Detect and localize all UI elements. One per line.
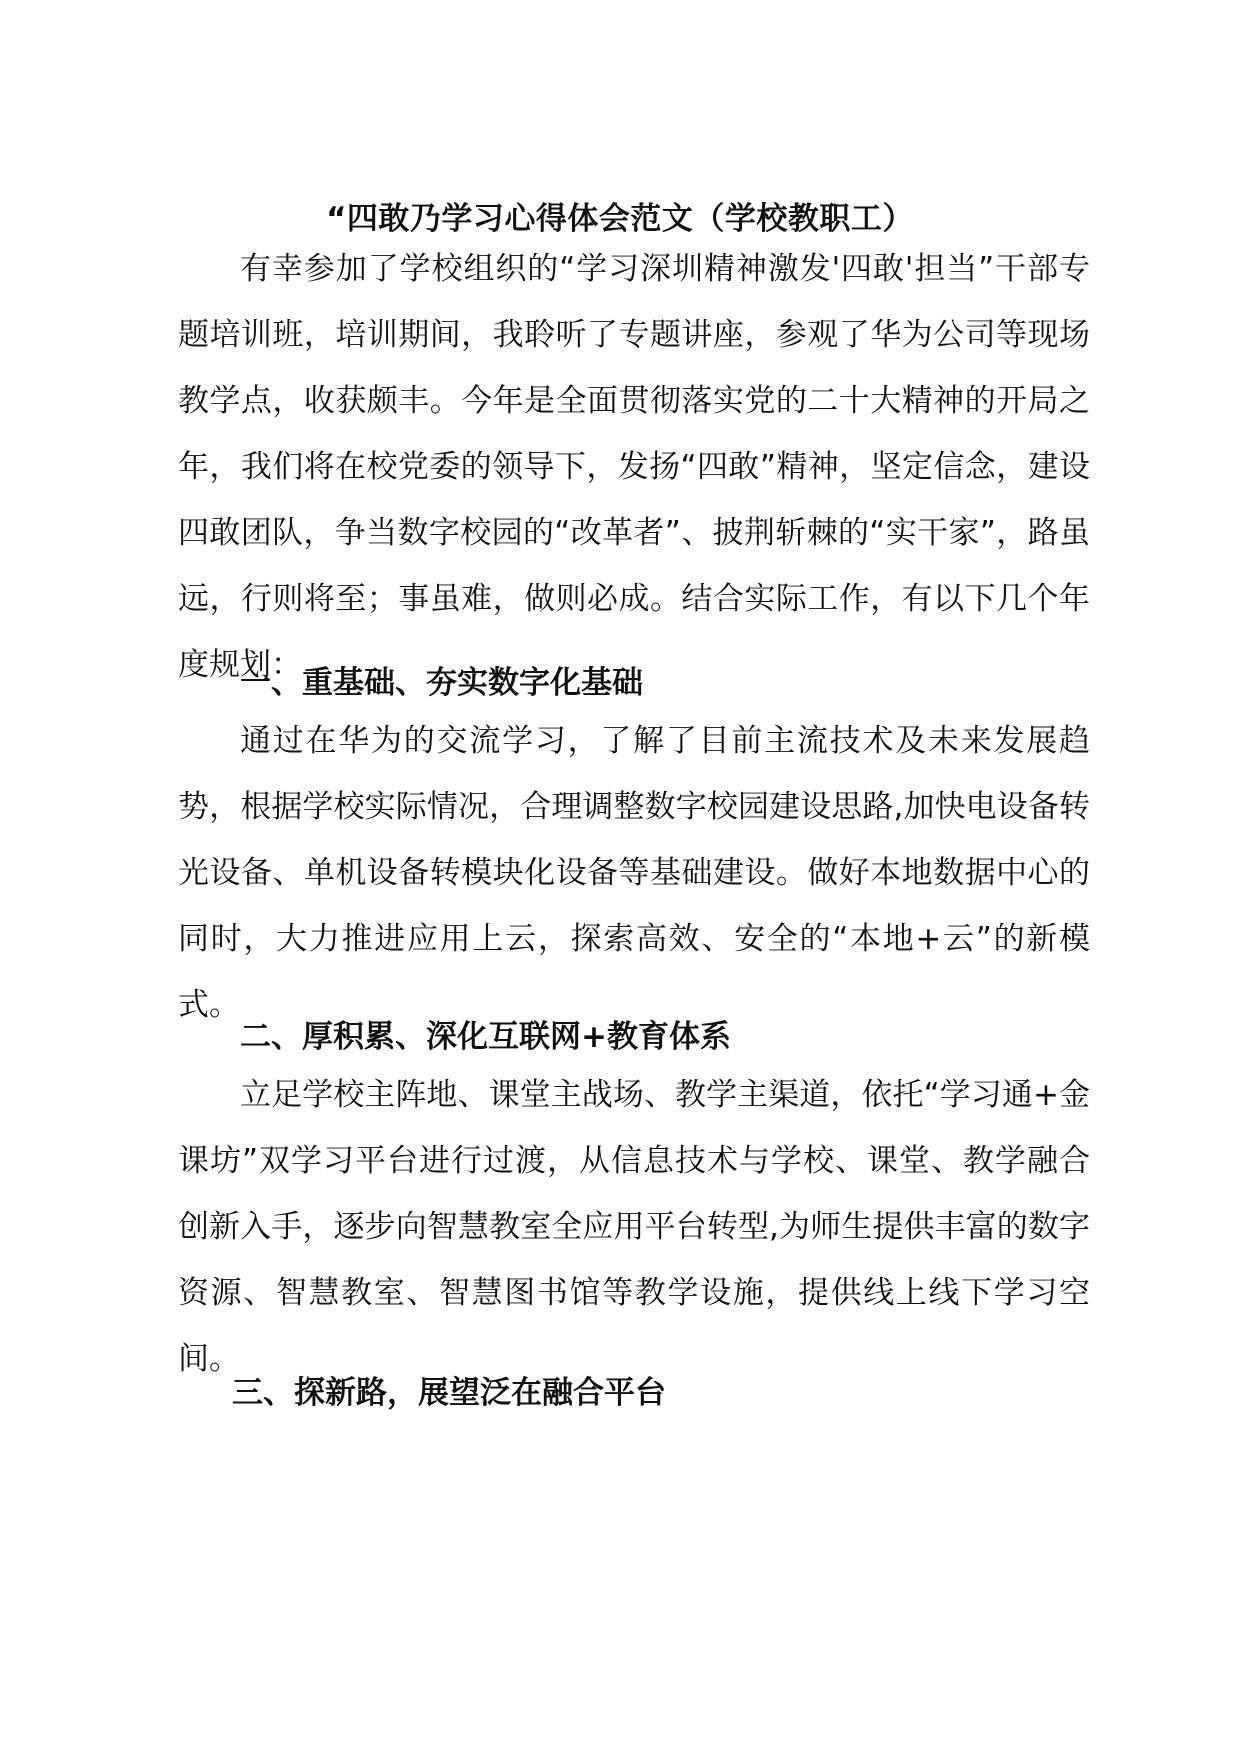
intro-paragraph: 有幸参加了学校组织的“学习深圳精神激发'四敢'担当”干部专题培训班，培训期间，我聆听了专题讲座，参观了华为公司等现场教学点，收获颇丰。今年是全面贯彻落实党的二十大精神的开局之年，我们将在校党委的领导下，发扬“四敢”精神，坚定信念，建设四敢团队，争当数字校园的“改革者”、披荆斩棘的“实干家”，路虽远，行则将至；事虽难，做则必成。结合实际工作，有以下几个年度规划：	[178, 251, 1090, 683]
section-heading-3: 三、探新路，展望泛在融合平台	[232, 1375, 666, 1411]
section-heading-1: 一、重基础、夯实数字化基础	[240, 665, 643, 701]
section-2-paragraph: 立足学校主阵地、课堂主战场、教学主渠道，依托“学习通+金课坊”双学习平台进行过渡，从信息技术与学校、课堂、教学融合创新入手，逐步向智慧教室全应用平台转型,为师生提供丰富的数字资源、智慧教室、智慧图书馆等教学设施，提供线上线下学习空间。	[178, 1077, 1090, 1377]
section-1-paragraph: 通过在华为的交流学习，了解了目前主流技术及未来发展趋势，根据学校实际情况，合理调整数字校园建设思路,加快电设备转光设备、单机设备转模块化设备等基础建设。做好本地数据中心的同时，大力推进应用上云，探索高效、安全的“本地+云”的新模式。	[178, 723, 1090, 1023]
document-title: “四敢乃学习心得体会范文（学校教职工）	[326, 201, 914, 237]
section-heading-2: 二、厚积累、深化互联网+教育体系	[240, 1019, 731, 1055]
